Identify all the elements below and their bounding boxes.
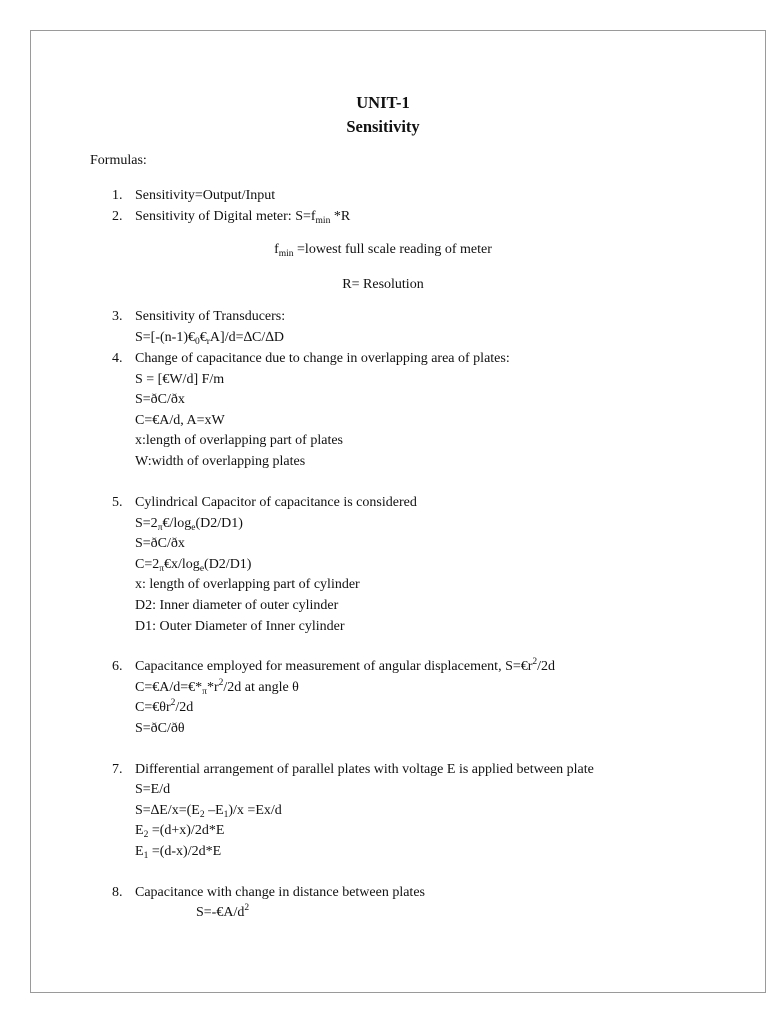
item-6-line-3: S=ðC/ðθ [135, 721, 185, 736]
item-5-line-1: $S=2_\pi€/\log_e(D2/D1)$ [135, 516, 243, 533]
unit-title: UNIT-1 [356, 93, 410, 112]
item-4-line-3: C=€A/d, A=xW [135, 413, 225, 428]
item-7-line-2: $S=\Delta E/x=(E_2$ $-E_1)/x =Ex/d$ [135, 803, 282, 820]
resolution-definition: R= Resolution [342, 277, 424, 292]
item-5-line-4: x: length of overlapping part of cylinder [135, 577, 360, 592]
item-6-line-2: $C=€\theta r^2/2d$ [135, 698, 194, 715]
item-number: 7. [112, 762, 123, 777]
item-4-line-5: W:width of overlapping plates [135, 454, 306, 469]
item-8-text: Capacitance with change in distance between plates [135, 885, 425, 900]
item-number: 4. [112, 351, 123, 366]
item-5-text: Cylindrical Capacitor of capacitance is considered [135, 495, 417, 510]
item-4-line-2: S=ðC/ðx [135, 392, 185, 407]
fmin-definition: $f_{min}$ =lowest full scale reading of meter [274, 242, 492, 259]
item-6-line-1: $C=€A/d=€*_\pi*r^2/2d$ at angle θ [135, 678, 299, 697]
item-4-text: Change of capacitance due to change in overlapping area of plates: [135, 351, 510, 366]
formulas-label: Formulas: [90, 153, 147, 168]
item-2-text: Sensitivity of Digital meter: $S=f_{min}$ *R [135, 209, 351, 226]
item-4-line-1: S = [€W/d] F/m [135, 372, 225, 387]
item-3-text: Sensitivity of Transducers: [135, 309, 286, 324]
item-number: 6. [112, 659, 123, 674]
item-8-formula: $S=-€A/d^2$ [196, 903, 250, 920]
item-7-line-4: $E_1 =(d-x)/2d*E$ [135, 844, 222, 861]
item-5-line-5: D2: Inner diameter of outer cylinder [135, 598, 339, 613]
item-5-line-3: $C=2_\pi€x/\log_e(D2/D1)$ [135, 557, 252, 574]
item-number: 5. [112, 495, 123, 510]
item-3-formula: $S=[-(n-1)€_0€_rA]/d=\Delta C/\Delta D$ [135, 330, 284, 347]
item-7-text: Differential arrangement of parallel plates with voltage E is applied between plate [135, 762, 594, 777]
item-1-text: Sensitivity=Output/Input [135, 188, 276, 203]
item-number: 3. [112, 309, 123, 324]
item-number: 8. [112, 885, 123, 900]
item-7-line-3: $E_2 =(d+x)/2d*E$ [135, 823, 225, 840]
item-5-line-2: S=ðC/ðx [135, 536, 185, 551]
section-title: Sensitivity [346, 117, 420, 136]
item-4-line-4: x:length of overlapping part of plates [135, 433, 343, 448]
item-5-line-6: D1: Outer Diameter of Inner cylinder [135, 619, 345, 634]
item-7-line-1: S=E/d [135, 782, 171, 797]
item-number: 2. [112, 209, 123, 224]
item-number: 1. [112, 188, 123, 203]
item-6-text: Capacitance employed for measurement of angular displacement, $S=€r^2/2d$ [135, 657, 556, 674]
